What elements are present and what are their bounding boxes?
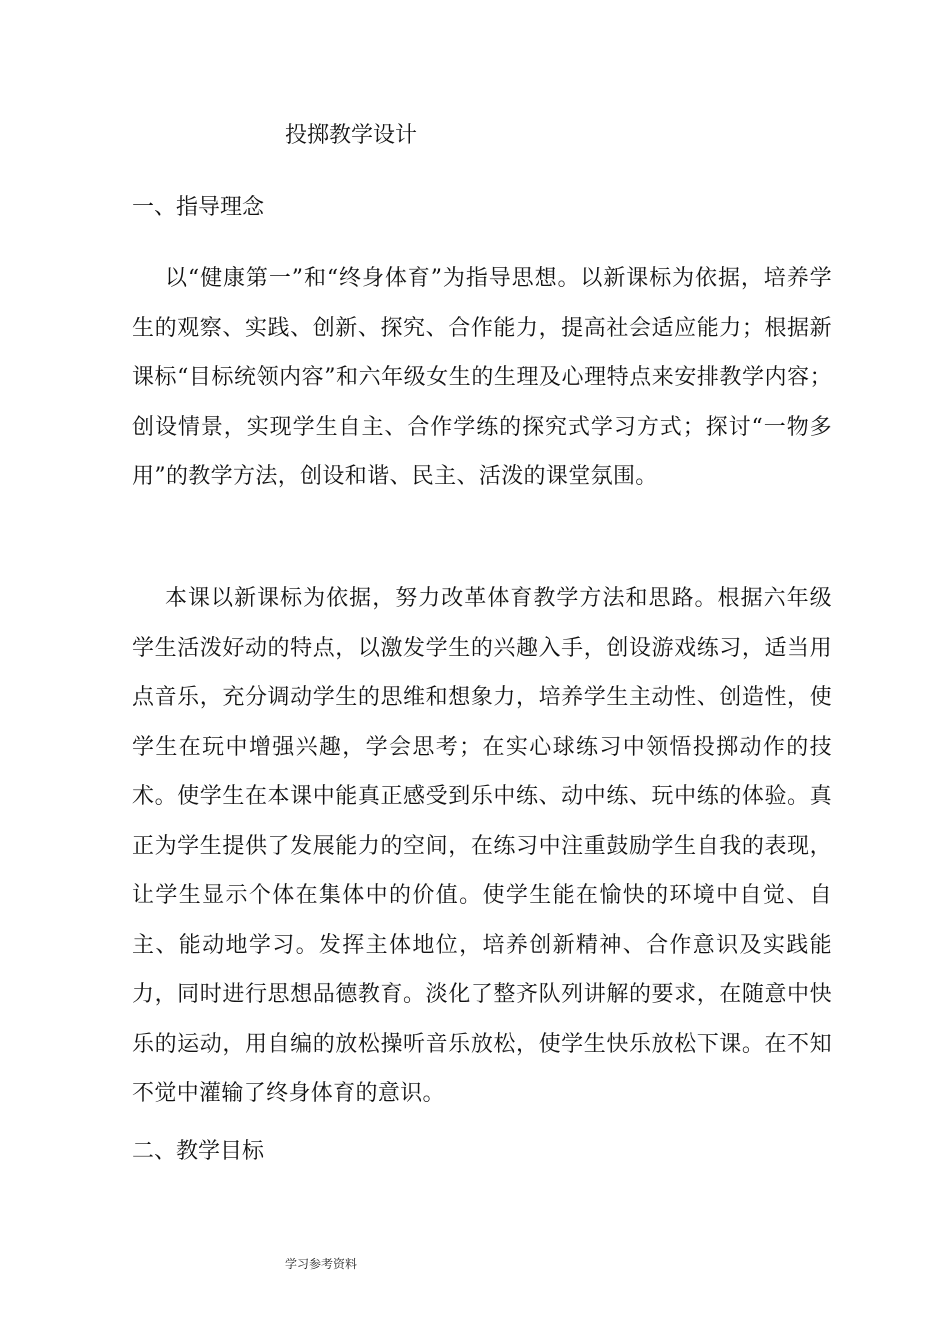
document-title: 投掷教学设计	[285, 123, 418, 148]
section-heading-teaching-goals: 二、教学目标	[132, 1139, 265, 1164]
paragraph-course-design: 本课以新课标为依据，努力改革体育教学方法和思路。根据六年级学生活泼好动的特点，以激发学生的兴趣入手，创设游戏练习，适当用点音乐，充分调动学生的思维和想象力，培养学生主动性、创造性，使学生在玩中增强兴趣，学会思考；在实心球练习中领悟投掷动作的技术。使学生在本课中能真正感受到乐中练、动中练、玩中练的体验。真正为学生提供了发展能力的空间，在练习中注重鼓励学生自我的表现，让学生显示个体在集体中的价值。使学生能在愉快的环境中自觉、自主、能动地学习。发挥主体地位，培养创新精神、合作意识及实践能力，同时进行思想品德教育。淡化了整齐队列讲解的要求，在随意中快乐的运动，用自编的放松操听音乐放松，使学生快乐放松下课。在不知不觉中灌输了终身体育的意识。	[132, 586, 832, 1106]
section-heading-guiding-philosophy: 一、指导理念	[132, 195, 265, 220]
page-footer: 学习参考资料	[285, 1257, 358, 1271]
paragraph-guiding-philosophy: 以“健康第一”和“终身体育”为指导思想。以新课标为依据，培养学生的观察、实践、创新、探究、合作能力，提高社会适应能力；根据新课标“目标统领内容”和六年级女生的生理及心理特点来安排教学内容；创设情景，实现学生自主、合作学练的探究式学习方式；探讨“一物多用”的教学方法，创设和谐、民主、活泼的课堂氛围。	[132, 266, 832, 489]
